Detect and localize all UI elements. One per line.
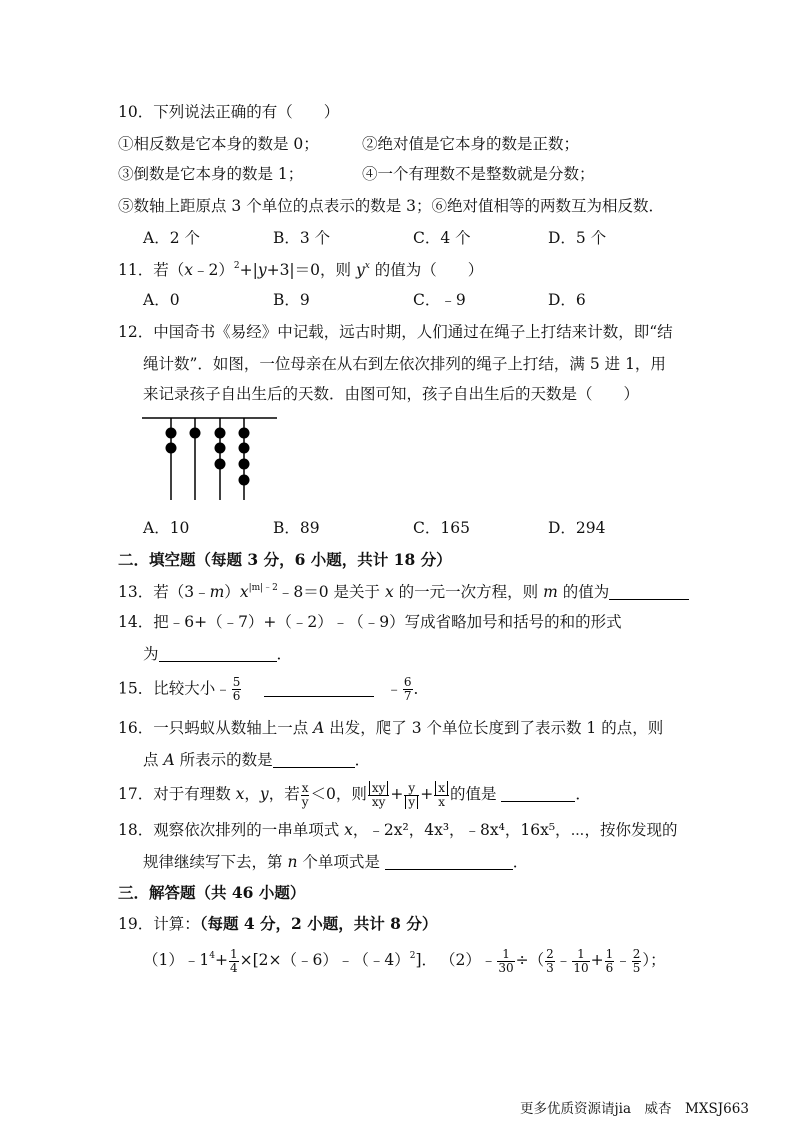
q13-answer-blank[interactable] <box>609 583 689 600</box>
knot <box>239 428 250 439</box>
knot <box>166 428 177 439</box>
q11-stem: 11．若（x﹣2）$^2$+|y+3|＝0，则 $y^x$ 的值为（ ） <box>118 261 484 279</box>
q16-line-2: 点 A 所表示的数是 ． <box>143 751 371 769</box>
q12-line-3: 来记录孩子自出生后的天数．由图可知，孩子自出生后的天数是（ ） <box>143 385 640 403</box>
fraction-1-10: $\frac{1}{10}$ <box>573 946 589 975</box>
q16-answer-blank[interactable] <box>273 751 355 768</box>
fraction-1-4: $\frac{1}{4}$ <box>229 946 238 975</box>
q17-stem: 17．对于有理数 x，y，若 $\frac{x}{y}$ ＜0，则 $\frac{xy}{xy}$ + $\frac{y}{y}$ + $\frac{x}{x}$ 的值是 ． <box>118 780 591 809</box>
q11-option-d: D．6 <box>548 291 586 309</box>
q11-option-c: C．﹣9 <box>413 291 466 309</box>
q19-part-2: （2）﹣ $\frac{1}{30}$ ÷（ $\frac{2}{3}$ ﹣ $\frac{1}{10}$ + $\frac{1}{6}$ ﹣ $\frac{2}{5}$ ）； <box>440 946 666 975</box>
q12-option-b: B．89 <box>273 519 320 537</box>
q10-statement-2: ②绝对值是它本身的数是正数； <box>362 135 580 153</box>
q16-line-1: 16．一只蚂蚁从数轴上一点 A 出发，爬了 3 个单位长度到了表示数 1 的点，则 <box>118 719 664 737</box>
q19-stem: 19．计算：（每题 4 分，2 小题，共计 8 分） <box>118 914 438 933</box>
q11-option-a: A．0 <box>143 291 180 309</box>
q10-statement-4: ④一个有理数不是整数就是分数； <box>362 165 595 183</box>
q18-line-1: 18．观察依次排列的一串单项式 x，﹣2x²，4x³，﹣8x⁴，16x⁵，⋯，按你发现的 <box>118 821 678 839</box>
knot <box>166 443 177 454</box>
knot <box>239 475 250 486</box>
knot <box>239 443 250 454</box>
fraction-2-5: $\frac{2}{5}$ <box>632 946 641 975</box>
fraction-2-3: $\frac{2}{3}$ <box>546 946 554 975</box>
q14-answer-blank[interactable] <box>159 645 277 662</box>
q11-option-b: B．9 <box>273 291 310 309</box>
section-3-heading: 三．解答题（共 46 小题） <box>118 883 306 902</box>
q10-statement-3: ③倒数是它本身的数是 1； <box>118 165 304 183</box>
q10-option-b: B．3 个 <box>273 229 331 247</box>
q15-answer-blank[interactable] <box>264 680 374 697</box>
q15-stem: 15．比较大小﹣ $\frac{5}{6}$ ﹣ $\frac{6}{7}$ ． <box>118 675 430 703</box>
fraction-y-over-abs-y: $\frac{y}{y}$ <box>404 782 419 809</box>
q17-answer-blank[interactable] <box>501 785 575 802</box>
q18-line-2: 规律继续写下去，第 n 个单项式是 ． <box>143 853 529 871</box>
q10-statement-5: ⑤数轴上距原点 3 个单位的点表示的数是 3；⑥绝对值相等的两数互为相反数． <box>118 197 665 215</box>
knot <box>215 459 226 470</box>
fraction-1-30: $\frac{1}{30}$ <box>498 946 514 975</box>
fraction-abs-x-over-x: $\frac{x}{x}$ <box>434 782 449 809</box>
fraction-x-over-y: $\frac{x}{y}$ <box>301 780 309 809</box>
fraction-1-6: $\frac{1}{6}$ <box>605 946 614 975</box>
q12-line-1: 12．中国奇书《易经》中记载，远古时期，人们通过在绳子上打结来计数，即“结 <box>118 323 673 341</box>
fraction-abs-xy-over-xy: $\frac{xy}{xy}$ <box>368 782 390 809</box>
knot <box>215 443 226 454</box>
knot <box>239 459 250 470</box>
knot-rope-figure <box>140 412 285 507</box>
fraction-5-6: $\frac{5}{6}$ <box>232 675 241 703</box>
q14-line-2: 为 ． <box>143 645 293 663</box>
q10-stem: 10．下列说法正确的有（ ） <box>118 103 340 121</box>
q13-stem: 13．若$(3﹣m)x^{|m|﹣2}﹣8=0$ 是关于 x 的一元一次方程，则 m 的值为 <box>118 582 689 602</box>
q19-part-1: $(1)﹣1^4+$ $\frac{1}{4}$ ×[2×（﹣6）﹣（﹣4）$^2$]． <box>143 946 438 975</box>
q12-option-a: A．10 <box>143 519 190 537</box>
q14-line-1: 14．把﹣6+（﹣7）+（﹣2）﹣（﹣9）写成省略加号和括号的和的形式 <box>118 613 622 631</box>
q10-option-d: D．5 个 <box>548 229 607 247</box>
q18-answer-blank[interactable] <box>385 853 513 870</box>
fraction-6-7: $\frac{6}{7}$ <box>403 675 412 703</box>
q12-option-d: D．294 <box>548 519 606 537</box>
q10-option-c: C．4 个 <box>413 229 471 247</box>
q10-statement-1: ①相反数是它本身的数是 0； <box>118 135 319 153</box>
q12-line-2: 绳计数”．如图，一位母亲在从右到左依次排列的绳子上打结，满 5 进 1，用 <box>143 355 666 373</box>
knot <box>215 428 226 439</box>
q10-option-a: A．2 个 <box>143 229 200 247</box>
section-2-heading: 二．填空题（每题 3 分，6 小题，共计 18 分） <box>118 550 452 569</box>
page-footer: 更多优质资源请jia 威杏 MXSJ663 <box>520 1101 749 1117</box>
knot <box>190 428 201 439</box>
q12-option-c: C．165 <box>413 519 470 537</box>
